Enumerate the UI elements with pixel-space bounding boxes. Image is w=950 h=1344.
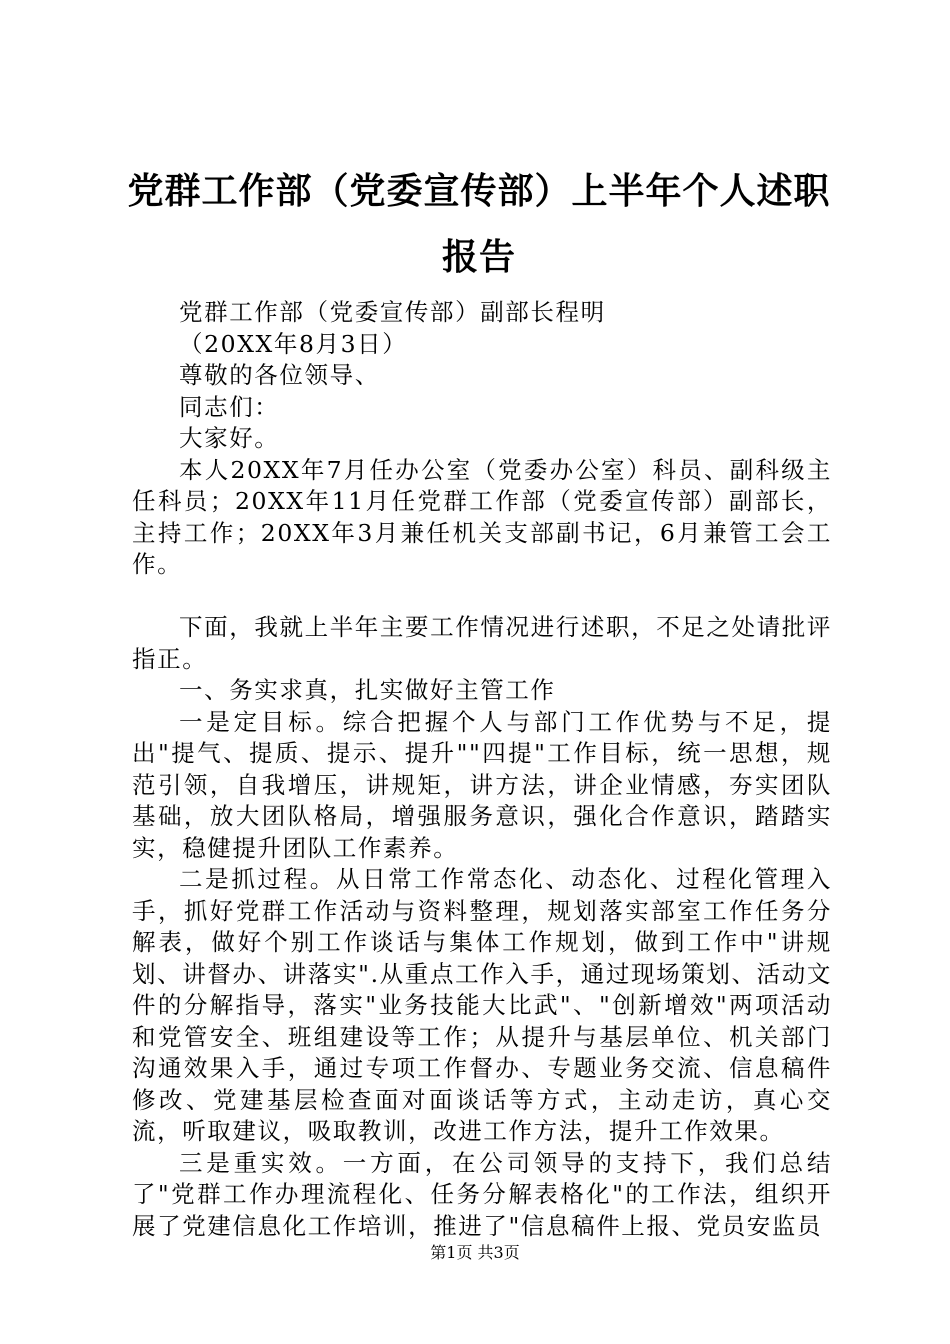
greeting-line: 大家好。 bbox=[179, 424, 280, 452]
body-paragraph: 一是定目标。综合把握个人与部门工作优势与不足，提出"提气、提质、提示、提升""四提"工作目标，统一思想，规范引领，自我增压，讲规矩，讲方法，讲企业情感，夯实团队基础，放大团队格局，增强服务意识，强化合作意识，踏踏实实，稳健提升团队工作素养。 bbox=[132, 707, 832, 862]
section-heading: 一、务实求真，扎实做好主管工作 bbox=[179, 676, 556, 704]
paragraph-gap bbox=[132, 581, 832, 613]
page-footer: 第1页 共3页 bbox=[430, 1243, 520, 1262]
body-paragraph: 本人20XX年7月任办公室（党委办公室）科员、副科级主任科员；20XX年11月任党群工作部（党委宣传部）副部长，主持工作；20XX年3月兼任机关支部副书记，6月兼管工会工作。 bbox=[132, 455, 832, 578]
document-title: 党群工作部（党委宣传部）上半年个人述职报告 bbox=[127, 170, 831, 278]
body-paragraph: 二是抓过程。从日常工作常态化、动态化、过程化管理入手，抓好党群工作活动与资料整理，规划落实部室工作任务分解表，做好个别工作谈话与集体工作规划，做到工作中"讲规划、讲督办、讲落实".从重点工作入手，通过现场策划、活动文件的分解指导，落实"业务技能大比武"、"创新增效"两项活动和党管安全、班组建设等工作；从提升与基层单位、机关部门沟通效果入手，通过专项工作督办、专题业务交流、信息稿件修改、党建基层检查面对面谈话等方式，主动走访，真心交流，听取建议，吸取教训，改进工作方法，提升工作效果。 bbox=[132, 865, 832, 1145]
document-body bbox=[132, 297, 832, 1242]
salutation-line: 同志们： bbox=[179, 392, 280, 421]
salutation-line: 尊敬的各位领导、 bbox=[179, 361, 380, 389]
body-paragraph: 下面，我就上半年主要工作情况进行述职，不足之处请批评指正。 bbox=[132, 613, 832, 673]
body-paragraph: 三是重实效。一方面，在公司领导的支持下，我们总结了"党群工作办理流程化、任务分解表格化"的工作法，组织开展了党建信息化工作培训，推进了"信息稿件上报、党员安监员 bbox=[132, 1148, 832, 1240]
author-line: 党群工作部（党委宣传部）副部长程明 bbox=[179, 298, 606, 326]
date-line: （20XX年8月3日） bbox=[179, 329, 408, 358]
